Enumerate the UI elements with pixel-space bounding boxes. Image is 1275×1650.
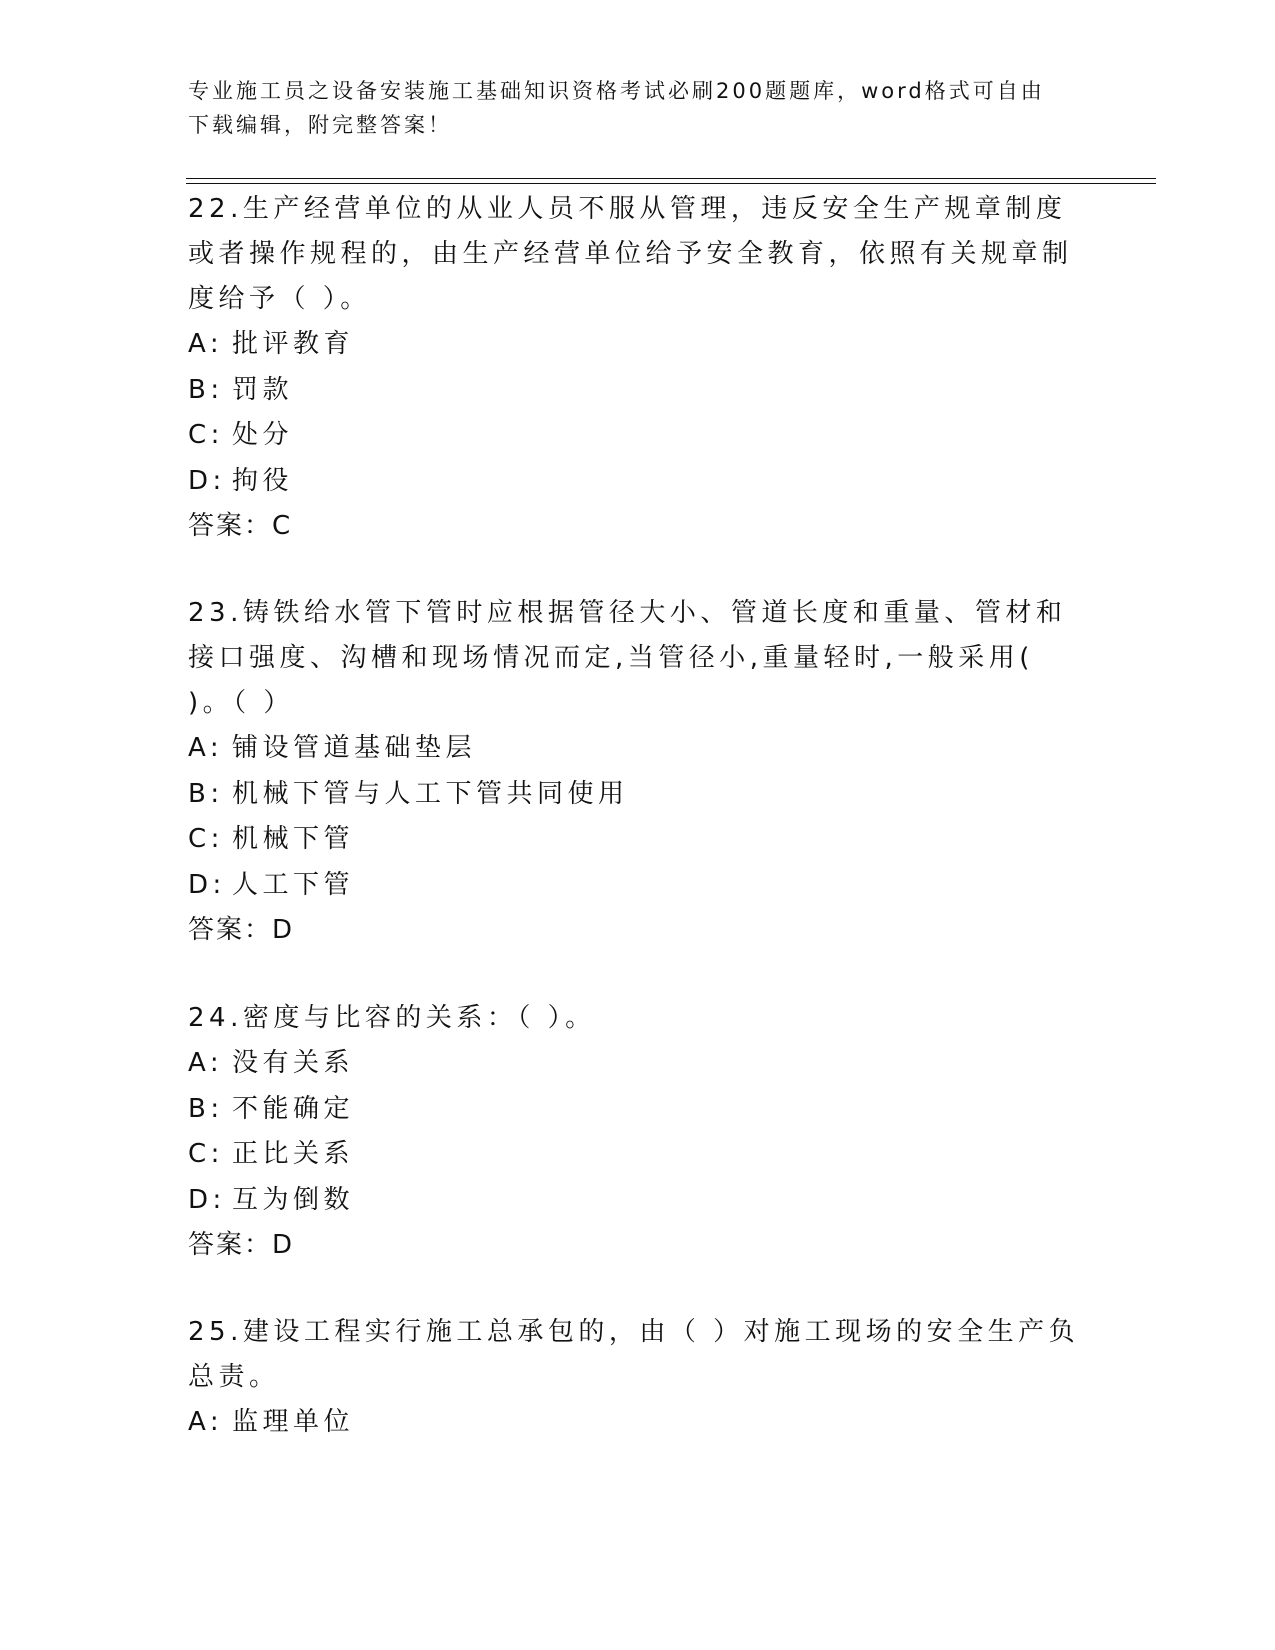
option-c <box>188 1132 1088 1178</box>
question-22 <box>188 187 1088 549</box>
option-letter: B: <box>188 778 224 809</box>
question-stem: 25.建设工程实行施工总承包的，由（ ）对施工现场的安全生产负总责。 <box>188 1317 1080 1392</box>
option-letter: C: <box>188 420 224 450</box>
option-letter: B: <box>188 374 224 405</box>
option-letter: A: <box>188 1407 224 1437</box>
answer-label: 答案： <box>188 915 273 945</box>
answer-line <box>188 504 1088 549</box>
option-text: 机械下管 <box>232 824 355 854</box>
answer-line <box>188 1223 1088 1268</box>
option-a <box>188 322 1088 368</box>
option-c <box>188 413 1088 459</box>
option-text: 正比关系 <box>232 1139 355 1169</box>
question-24 <box>188 996 1088 1268</box>
question-stem: 23.铸铁给水管下管时应根据管径大小、管道长度和重量、管材和接口强度、沟槽和现场情况而定,当管径小,重量轻时,一般采用( )。（ ） <box>188 598 1067 718</box>
option-c <box>188 817 1088 863</box>
option-letter: D: <box>188 869 226 900</box>
answer-value: D <box>272 1230 294 1260</box>
answer-label: 答案： <box>188 511 273 541</box>
option-text: 监理单位 <box>232 1407 355 1437</box>
answer-value: C <box>272 511 292 541</box>
option-letter: A: <box>188 733 224 763</box>
option-a <box>188 1400 1088 1446</box>
option-letter: C: <box>188 1139 224 1169</box>
option-text: 处分 <box>232 420 294 450</box>
option-letter: D: <box>188 1184 226 1215</box>
option-text: 批评教育 <box>232 329 355 359</box>
option-a <box>188 726 1088 772</box>
option-d <box>188 459 1088 505</box>
option-b <box>188 368 1088 414</box>
option-text: 机械下管与人工下管共同使用 <box>232 778 629 809</box>
header-divider-top <box>186 178 1156 179</box>
answer-label: 答案： <box>188 1230 273 1260</box>
option-d <box>188 863 1088 909</box>
option-text: 铺设管道基础垫层 <box>232 733 477 763</box>
option-text: 罚款 <box>232 374 294 405</box>
question-23 <box>188 591 1088 953</box>
header-divider-bottom <box>186 183 1156 184</box>
document-header: 专业施工员之设备安装施工基础知识资格考试必刷200题题库，word格式可自由下载编辑，附完整答案！ <box>188 79 1045 137</box>
option-text: 不能确定 <box>232 1093 355 1124</box>
answer-line <box>188 908 1088 953</box>
option-letter: B: <box>188 1093 224 1124</box>
option-letter: C: <box>188 824 224 854</box>
question-stem: 22.生产经营单位的从业人员不服从管理，违反安全生产规章制度或者操作规程的，由生产经营单位给予安全教育，依照有关规章制度给予（ ）。 <box>188 194 1073 314</box>
answer-value: D <box>272 915 294 945</box>
option-text: 拘役 <box>232 465 294 496</box>
question-stem: 24.密度与比容的关系：（ ）。 <box>188 1003 596 1033</box>
option-letter: A: <box>188 329 224 359</box>
option-text: 互为倒数 <box>232 1184 355 1215</box>
option-text: 没有关系 <box>232 1048 355 1078</box>
option-text: 人工下管 <box>232 869 355 900</box>
option-b <box>188 772 1088 818</box>
option-letter: D: <box>188 465 226 496</box>
option-b <box>188 1087 1088 1133</box>
option-d <box>188 1178 1088 1224</box>
option-letter: A: <box>188 1048 224 1078</box>
option-a <box>188 1041 1088 1087</box>
question-25 <box>188 1310 1088 1446</box>
